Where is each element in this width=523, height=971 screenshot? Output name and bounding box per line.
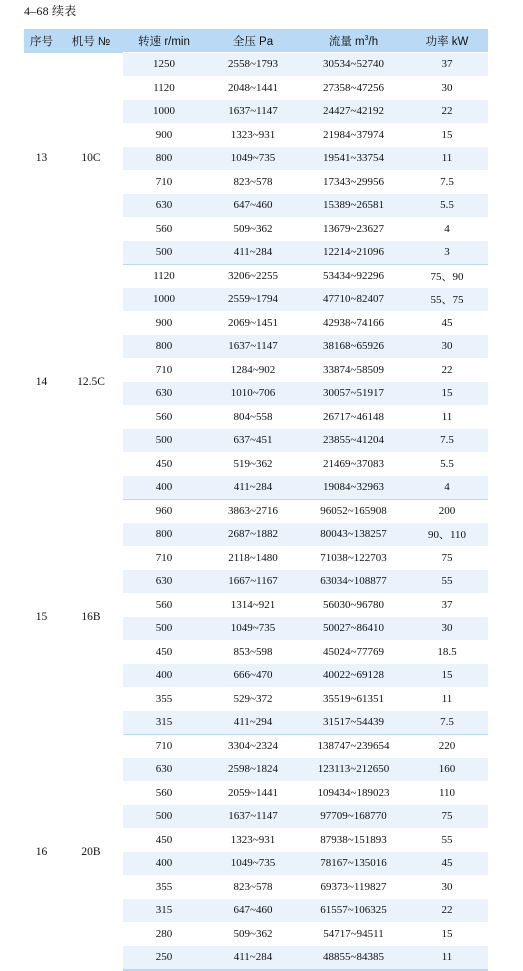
cell-flow: 96052~165908 xyxy=(301,499,406,523)
cell-speed: 315 xyxy=(123,899,205,923)
cell-power: 200 xyxy=(406,499,488,523)
cell-pressure: 1667~1167 xyxy=(205,570,301,594)
cell-power: 11 xyxy=(406,946,488,970)
header-power: 功率 kW xyxy=(406,29,488,53)
cell-speed: 800 xyxy=(123,335,205,359)
cell-speed: 710 xyxy=(123,734,205,758)
table-row xyxy=(24,264,488,288)
cell-flow: 56030~96780 xyxy=(301,593,406,617)
header-flow xyxy=(301,29,406,53)
cell-power: 55 xyxy=(406,570,488,594)
cell-pressure: 2559~1794 xyxy=(205,288,301,312)
cell-power: 15 xyxy=(406,664,488,688)
cell-speed: 1250 xyxy=(123,53,205,77)
cell-speed: 710 xyxy=(123,546,205,570)
cell-flow: 123113~212650 xyxy=(301,758,406,782)
cell-seq: 13 xyxy=(24,53,59,265)
cell-power: 30 xyxy=(406,617,488,641)
cell-pressure: 519~362 xyxy=(205,452,301,476)
cell-pressure: 666~470 xyxy=(205,664,301,688)
table-row xyxy=(24,53,488,77)
cell-power: 45 xyxy=(406,311,488,335)
cell-flow: 31517~54439 xyxy=(301,711,406,735)
cell-speed: 315 xyxy=(123,711,205,735)
cell-power: 110 xyxy=(406,781,488,805)
cell-speed: 355 xyxy=(123,687,205,711)
cell-flow: 50027~86410 xyxy=(301,617,406,641)
cell-speed: 400 xyxy=(123,852,205,876)
cell-speed: 630 xyxy=(123,758,205,782)
cell-pressure: 2059~1441 xyxy=(205,781,301,805)
cell-pressure: 529~372 xyxy=(205,687,301,711)
cell-flow: 80043~138257 xyxy=(301,523,406,547)
cell-flow: 109434~189023 xyxy=(301,781,406,805)
header-seq: 序号 xyxy=(24,29,59,53)
fan-performance-table xyxy=(24,29,488,971)
cell-flow: 15389~26581 xyxy=(301,194,406,218)
cell-pressure: 1010~706 xyxy=(205,382,301,406)
cell-speed: 400 xyxy=(123,476,205,500)
cell-speed: 630 xyxy=(123,382,205,406)
cell-pressure: 411~294 xyxy=(205,711,301,735)
cell-flow: 33874~58509 xyxy=(301,358,406,382)
cell-power: 22 xyxy=(406,899,488,923)
cell-flow: 47710~82407 xyxy=(301,288,406,312)
cell-power: 55 xyxy=(406,828,488,852)
cell-pressure: 804~558 xyxy=(205,405,301,429)
cell-flow: 63034~108877 xyxy=(301,570,406,594)
cell-power: 15 xyxy=(406,382,488,406)
cell-speed: 1000 xyxy=(123,288,205,312)
cell-speed: 560 xyxy=(123,217,205,241)
cell-speed: 450 xyxy=(123,452,205,476)
header-flow-sup: 3 xyxy=(364,34,369,42)
cell-pressure: 411~284 xyxy=(205,476,301,500)
cell-power: 11 xyxy=(406,687,488,711)
cell-power: 5.5 xyxy=(406,194,488,218)
cell-flow: 17343~29956 xyxy=(301,170,406,194)
cell-flow: 87938~151893 xyxy=(301,828,406,852)
cell-flow: 19541~33754 xyxy=(301,147,406,171)
cell-pressure: 853~598 xyxy=(205,640,301,664)
cell-flow: 23855~41204 xyxy=(301,429,406,453)
cell-machine-no: 20B xyxy=(59,734,123,970)
cell-pressure: 2598~1824 xyxy=(205,758,301,782)
cell-seq: 15 xyxy=(24,499,59,734)
cell-power: 11 xyxy=(406,405,488,429)
cell-speed: 800 xyxy=(123,147,205,171)
cell-speed: 560 xyxy=(123,593,205,617)
cell-speed: 900 xyxy=(123,311,205,335)
table-row xyxy=(24,734,488,758)
cell-flow: 38168~65926 xyxy=(301,335,406,359)
cell-machine-no: 12.5C xyxy=(59,264,123,499)
cell-power: 18.5 xyxy=(406,640,488,664)
cell-pressure: 1284~902 xyxy=(205,358,301,382)
cell-speed: 400 xyxy=(123,664,205,688)
table-body xyxy=(24,53,488,970)
cell-pressure: 2069~1451 xyxy=(205,311,301,335)
cell-flow: 13679~23627 xyxy=(301,217,406,241)
cell-flow: 138747~239654 xyxy=(301,734,406,758)
cell-pressure: 1323~931 xyxy=(205,123,301,147)
cell-power: 75 xyxy=(406,546,488,570)
cell-speed: 960 xyxy=(123,499,205,523)
cell-speed: 630 xyxy=(123,570,205,594)
cell-power: 220 xyxy=(406,734,488,758)
cell-pressure: 2118~1480 xyxy=(205,546,301,570)
cell-flow: 69373~119827 xyxy=(301,875,406,899)
cell-flow: 30534~52740 xyxy=(301,53,406,77)
cell-power: 5.5 xyxy=(406,452,488,476)
cell-flow: 21984~37974 xyxy=(301,123,406,147)
cell-pressure: 647~460 xyxy=(205,899,301,923)
cell-speed: 900 xyxy=(123,123,205,147)
cell-pressure: 647~460 xyxy=(205,194,301,218)
cell-pressure: 1323~931 xyxy=(205,828,301,852)
cell-speed: 710 xyxy=(123,170,205,194)
cell-pressure: 509~362 xyxy=(205,217,301,241)
cell-power: 160 xyxy=(406,758,488,782)
cell-flow: 53434~92296 xyxy=(301,264,406,288)
cell-flow: 48855~84385 xyxy=(301,946,406,970)
cell-power: 75 xyxy=(406,805,488,829)
cell-flow: 40022~69128 xyxy=(301,664,406,688)
cell-speed: 500 xyxy=(123,241,205,265)
cell-flow: 30057~51917 xyxy=(301,382,406,406)
cell-power: 55、75 xyxy=(406,288,488,312)
cell-speed: 560 xyxy=(123,781,205,805)
cell-power: 15 xyxy=(406,123,488,147)
cell-power: 7.5 xyxy=(406,170,488,194)
cell-flow: 19084~32963 xyxy=(301,476,406,500)
cell-speed: 500 xyxy=(123,805,205,829)
cell-flow: 71038~122703 xyxy=(301,546,406,570)
cell-pressure: 1049~735 xyxy=(205,852,301,876)
cell-speed: 1000 xyxy=(123,100,205,124)
cell-pressure: 1049~735 xyxy=(205,617,301,641)
header-row xyxy=(24,29,488,53)
cell-flow: 61557~106325 xyxy=(301,899,406,923)
cell-pressure: 1637~1147 xyxy=(205,100,301,124)
header-pressure: 全压 Pa xyxy=(205,29,301,53)
cell-machine-no: 16B xyxy=(59,499,123,734)
cell-flow: 97709~168770 xyxy=(301,805,406,829)
cell-pressure: 411~284 xyxy=(205,946,301,970)
cell-speed: 1120 xyxy=(123,76,205,100)
table-row xyxy=(24,499,488,523)
cell-flow: 26717~46148 xyxy=(301,405,406,429)
cell-flow: 78167~135016 xyxy=(301,852,406,876)
cell-power: 15 xyxy=(406,922,488,946)
cell-pressure: 3206~2255 xyxy=(205,264,301,288)
header-machine: 机号 № xyxy=(59,29,123,53)
cell-speed: 1120 xyxy=(123,264,205,288)
cell-flow: 35519~61351 xyxy=(301,687,406,711)
header-speed: 转速 r/min xyxy=(123,29,205,53)
cell-flow: 12214~21096 xyxy=(301,241,406,265)
cell-power: 11 xyxy=(406,147,488,171)
cell-pressure: 2687~1882 xyxy=(205,523,301,547)
cell-flow: 21469~37083 xyxy=(301,452,406,476)
cell-pressure: 3304~2324 xyxy=(205,734,301,758)
cell-speed: 560 xyxy=(123,405,205,429)
cell-power: 7.5 xyxy=(406,711,488,735)
header-flow-suffix: /h xyxy=(368,35,379,48)
cell-pressure: 1049~735 xyxy=(205,147,301,171)
cell-pressure: 1637~1147 xyxy=(205,335,301,359)
cell-power: 45 xyxy=(406,852,488,876)
cell-pressure: 2048~1441 xyxy=(205,76,301,100)
cell-speed: 500 xyxy=(123,617,205,641)
cell-power: 4 xyxy=(406,476,488,500)
cell-pressure: 2558~1793 xyxy=(205,53,301,77)
cell-speed: 450 xyxy=(123,828,205,852)
cell-speed: 710 xyxy=(123,358,205,382)
cell-flow: 42938~74166 xyxy=(301,311,406,335)
cell-pressure: 509~362 xyxy=(205,922,301,946)
header-flow-prefix: 流量 m xyxy=(328,35,365,48)
cell-power: 3 xyxy=(406,241,488,265)
cell-power: 22 xyxy=(406,100,488,124)
table-caption: 4–68 续表 xyxy=(24,4,77,18)
cell-power: 37 xyxy=(406,593,488,617)
cell-power: 7.5 xyxy=(406,429,488,453)
cell-pressure: 411~284 xyxy=(205,241,301,265)
cell-pressure: 1637~1147 xyxy=(205,805,301,829)
cell-pressure: 3863~2716 xyxy=(205,499,301,523)
cell-speed: 450 xyxy=(123,640,205,664)
cell-seq: 16 xyxy=(24,734,59,970)
cell-power: 37 xyxy=(406,53,488,77)
cell-speed: 355 xyxy=(123,875,205,899)
cell-speed: 500 xyxy=(123,429,205,453)
cell-speed: 800 xyxy=(123,523,205,547)
cell-power: 4 xyxy=(406,217,488,241)
cell-speed: 250 xyxy=(123,946,205,970)
cell-pressure: 823~578 xyxy=(205,875,301,899)
cell-speed: 630 xyxy=(123,194,205,218)
cell-power: 30 xyxy=(406,875,488,899)
cell-machine-no: 10C xyxy=(59,53,123,265)
cell-flow: 24427~42192 xyxy=(301,100,406,124)
cell-speed: 280 xyxy=(123,922,205,946)
cell-pressure: 1314~921 xyxy=(205,593,301,617)
cell-power: 30 xyxy=(406,76,488,100)
cell-flow: 45024~77769 xyxy=(301,640,406,664)
cell-flow: 27358~47256 xyxy=(301,76,406,100)
cell-flow: 54717~94511 xyxy=(301,922,406,946)
cell-power: 22 xyxy=(406,358,488,382)
cell-power: 30 xyxy=(406,335,488,359)
cell-seq: 14 xyxy=(24,264,59,499)
cell-pressure: 823~578 xyxy=(205,170,301,194)
cell-pressure: 637~451 xyxy=(205,429,301,453)
cell-power: 90、110 xyxy=(406,523,488,547)
cell-power: 75、90 xyxy=(406,264,488,288)
